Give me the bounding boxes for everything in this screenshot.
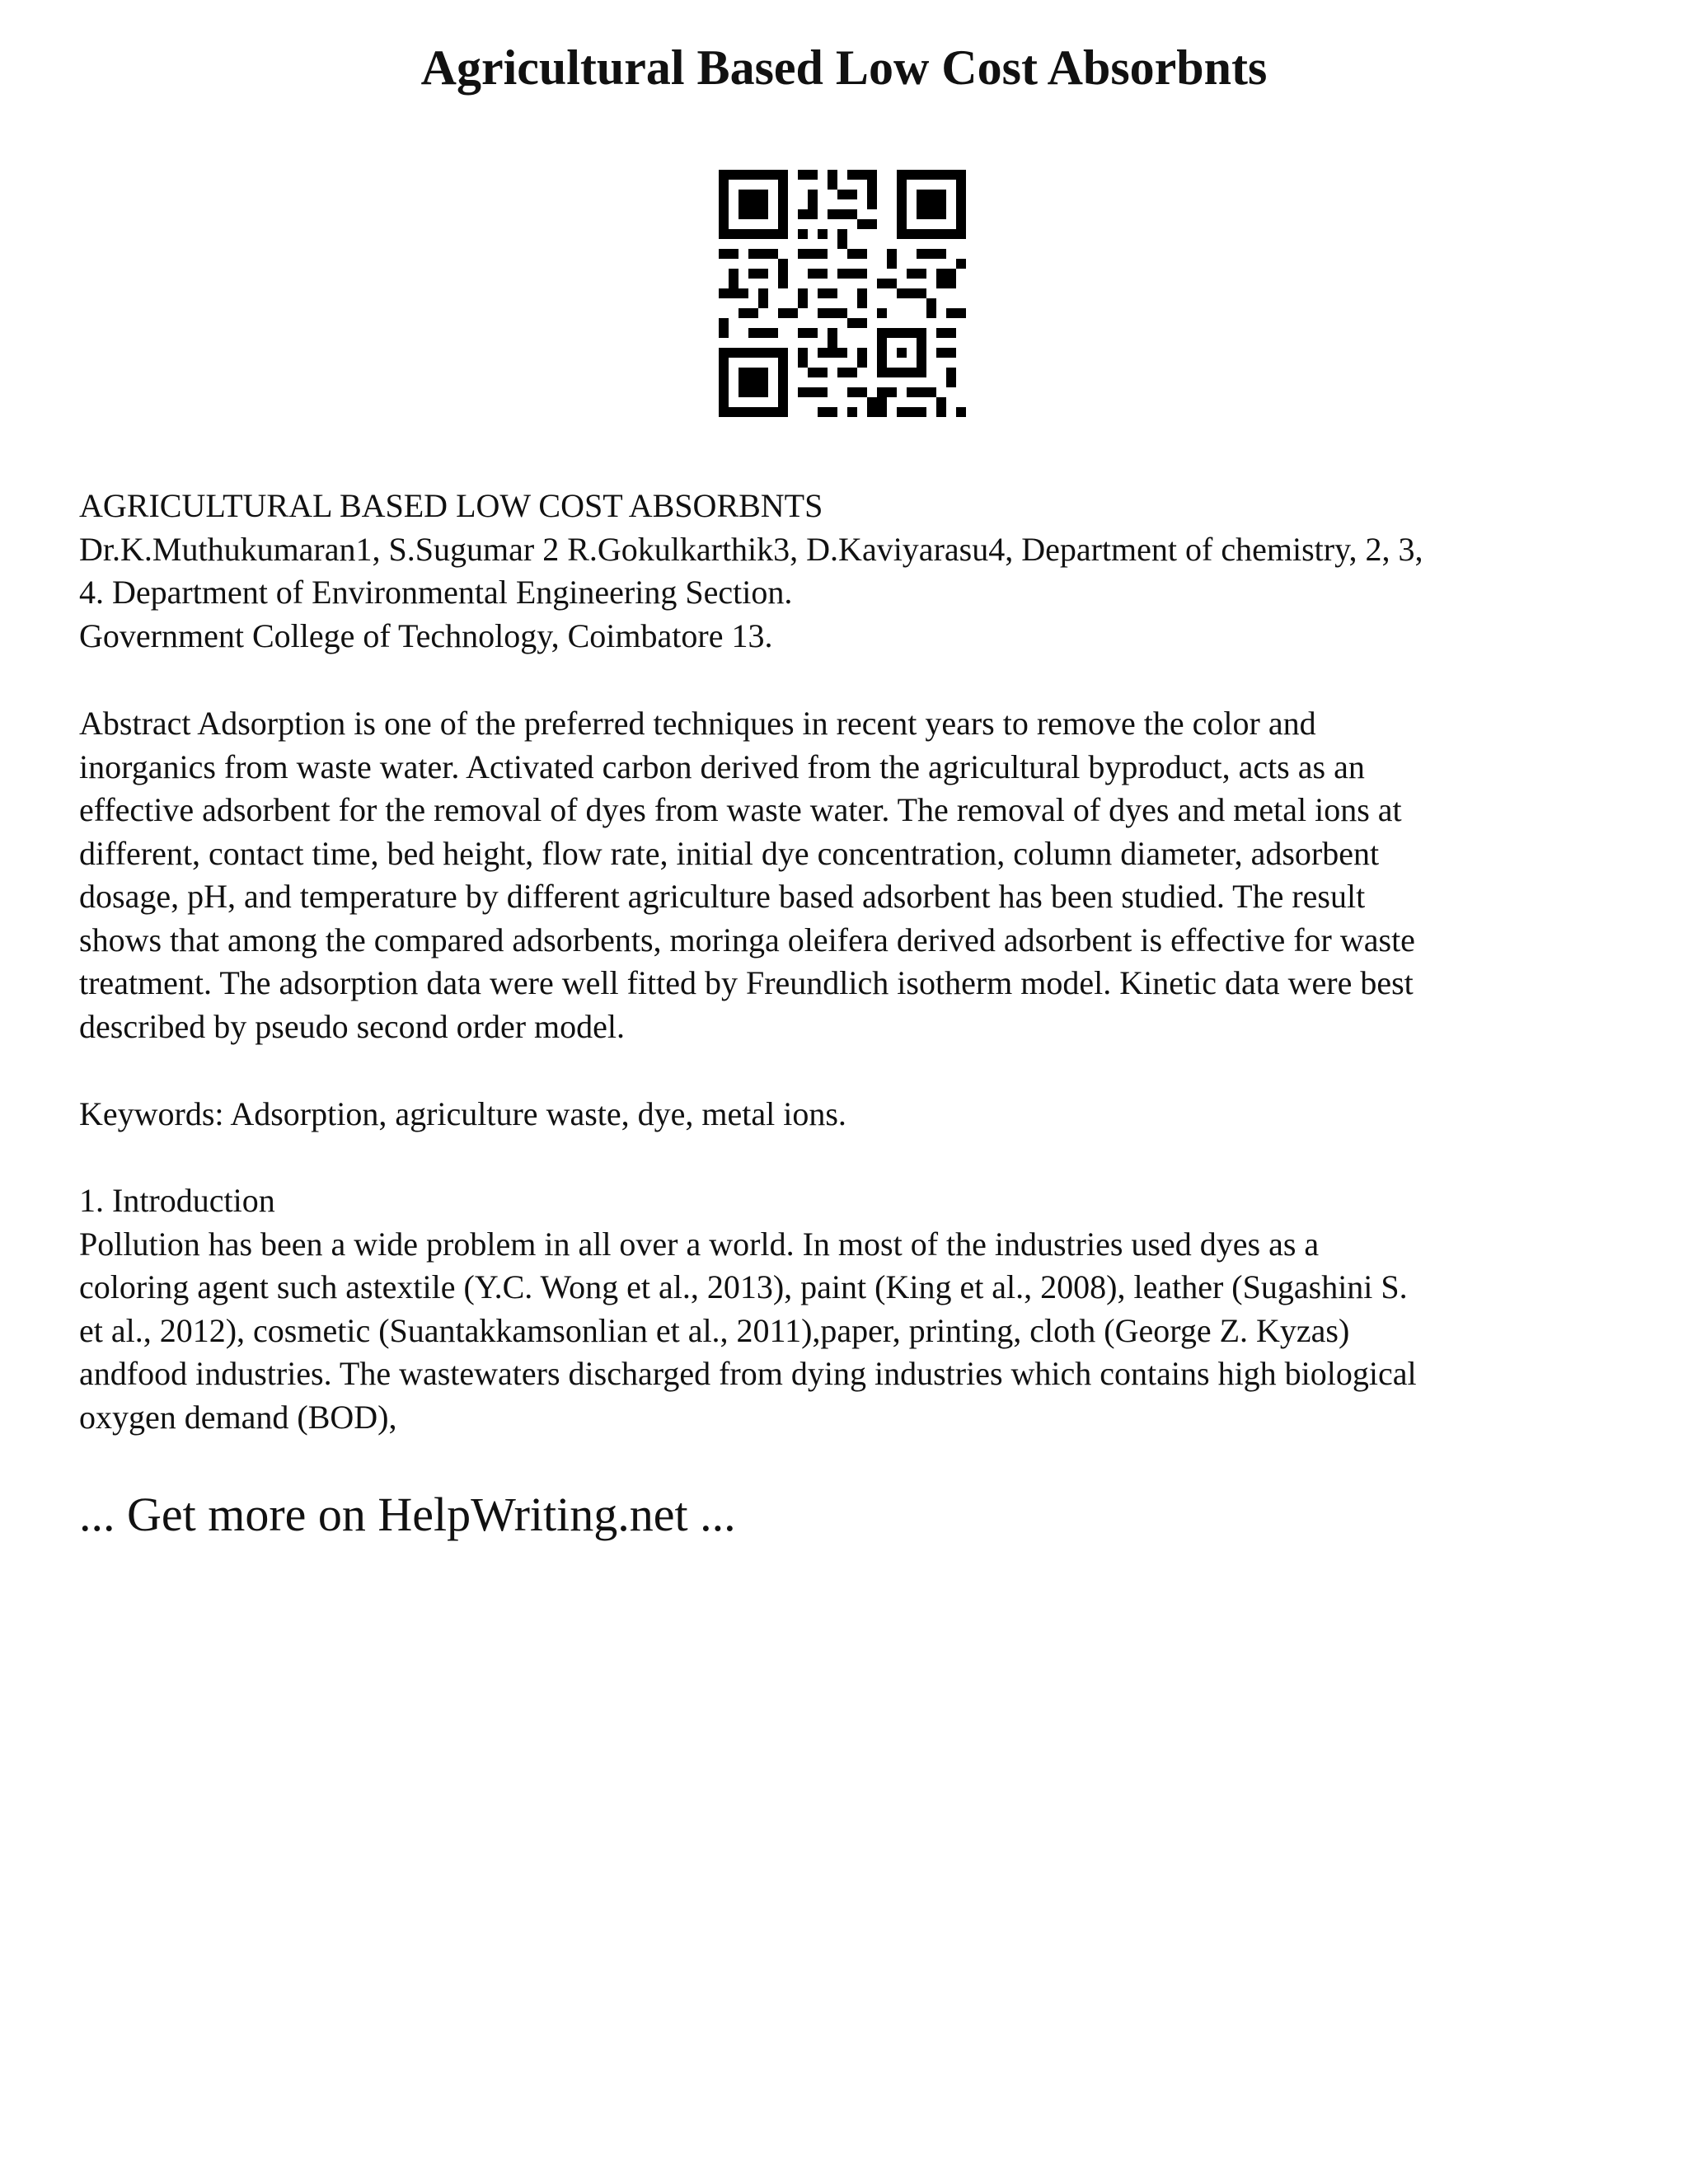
abstract-line: described by pseudo second order model. — [79, 1007, 626, 1045]
author-affiliation-block — [79, 485, 1629, 658]
abstract-line: shows that among the compared adsorbents, moringa oleifera derived adsorbent is effective for waste — [79, 921, 1415, 958]
abstract-line: effective adsorbent for the removal of dyes from waste water. The removal of dyes and metal ions at — [79, 791, 1402, 828]
keywords-paragraph — [79, 1093, 1629, 1137]
intro-line: coloring agent such astextile (Y.C. Wong et al., 2013), paint (King et al., 2008), leather (Sugashini S. — [79, 1268, 1408, 1305]
abstract-paragraph — [79, 702, 1629, 1048]
institution-line: Government College of Technology, Coimbatore 13. — [79, 616, 773, 654]
abstract-line: dosage, pH, and temperature by different agriculture based adsorbent has been studied. The result — [79, 878, 1366, 915]
abstract-line: different, contact time, bed height, flow rate, initial dye concentration, column diameter, adsorbent — [79, 834, 1380, 872]
abstract-line: Abstract Adsorption is one of the preferred techniques in recent years to remove the color and — [79, 705, 1316, 742]
abstract-line: inorganics from waste water. Activated carbon derived from the agricultural byproduct, acts as an — [79, 748, 1365, 785]
paper-heading: AGRICULTURAL BASED LOW COST ABSORBNTS — [79, 487, 823, 524]
section-heading: 1. Introduction — [79, 1182, 275, 1219]
abstract-line: treatment. The adsorption data were well fitted by Freundlich isotherm model. Kinetic data were best — [79, 964, 1414, 1001]
keywords-line: Keywords: Adsorption, agriculture waste, dye, metal ions. — [79, 1095, 846, 1132]
qr-code-icon — [719, 170, 966, 417]
get-more-link[interactable]: ... Get more on HelpWriting.net ... — [79, 1488, 736, 1541]
introduction-section — [79, 1179, 1629, 1439]
intro-line: andfood industries. The wastewaters discharged from dying industries which contains high biological — [79, 1355, 1417, 1392]
intro-line: oxygen demand (BOD), — [79, 1398, 397, 1436]
authors-line: Dr.K.Muthukumaran1, S.Sugumar 2 R.Gokulkarthik3, D.Kaviyarasu4, Department of chemistry, 2, 3, — [79, 530, 1423, 568]
intro-line: et al., 2012), cosmetic (Suantakkamsonlian et al., 2011),paper, printing, cloth (George Z. Kyzas) — [79, 1311, 1350, 1349]
page-title: Agricultural Based Low Cost Absorbnts — [420, 40, 1268, 95]
intro-line: Pollution has been a wide problem in all over a world. In most of the industries used dyes as a — [79, 1225, 1320, 1263]
department-line: 4. Department of Environmental Engineering Section. — [79, 574, 793, 611]
